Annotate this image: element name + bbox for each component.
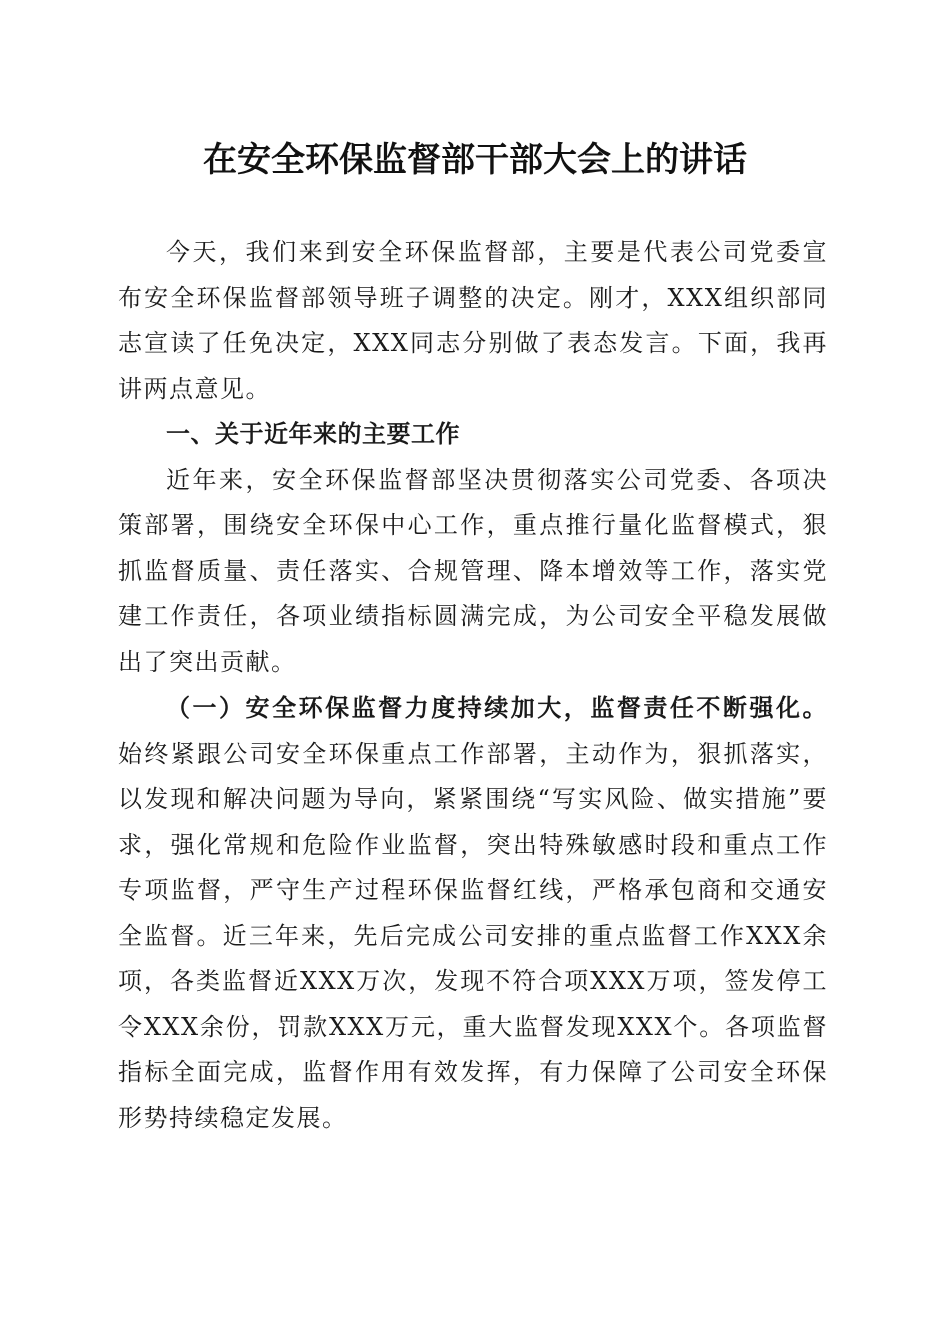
subsection-1-lead: （一）安全环保监督力度持续加大，监督责任不断强化。 (166, 693, 828, 722)
intro-paragraph: 今天，我们来到安全环保监督部，主要是代表公司党委宣布安全环保监督部领导班子调整的决定。刚才，XXX组织部同志宣读了任免决定，XXX同志分别做了表态发言。下面，我再讲两点意见。 (118, 238, 828, 403)
subsection-1-paragraph (118, 685, 828, 1141)
document-title: 在安全环保监督部干部大会上的讲话 (203, 140, 747, 180)
section-1-paragraph: 近年来，安全环保监督部坚决贯彻落实公司党委、各项决策部署，围绕安全环保中心工作，重点推行量化监督模式，狠抓监督质量、责任落实、合规管理、降本增效等工作，落实党建工作责任，各项业绩指标圆满完成，为公司安全平稳发展做出了突出贡献。 (118, 465, 828, 676)
subsection-1-text: 始终紧跟公司安全环保重点工作部署，主动作为，狠抓落实，以发现和解决问题为导向，紧紧围绕“写实风险、做实措施”要求，强化常规和危险作业监督，突出特殊敏感时段和重点工作专项监督，严守生产过程环保监督红线，严格承包商和交通安全监督。近三年来，先后完成公司安排的重点监督工作XXX余项，各类监督近XXX万次，发现不符合项XXX万项，签发停工令XXX余份，罚款XXX万元，重大监督发现XXX个。各项监督指标全面完成，监督作用有效发挥，有力保障了公司安全环保形势持续稳定发展。 (118, 739, 828, 1132)
section-1-heading: 一、关于近年来的主要工作 (166, 420, 460, 448)
document-body (118, 230, 828, 1141)
